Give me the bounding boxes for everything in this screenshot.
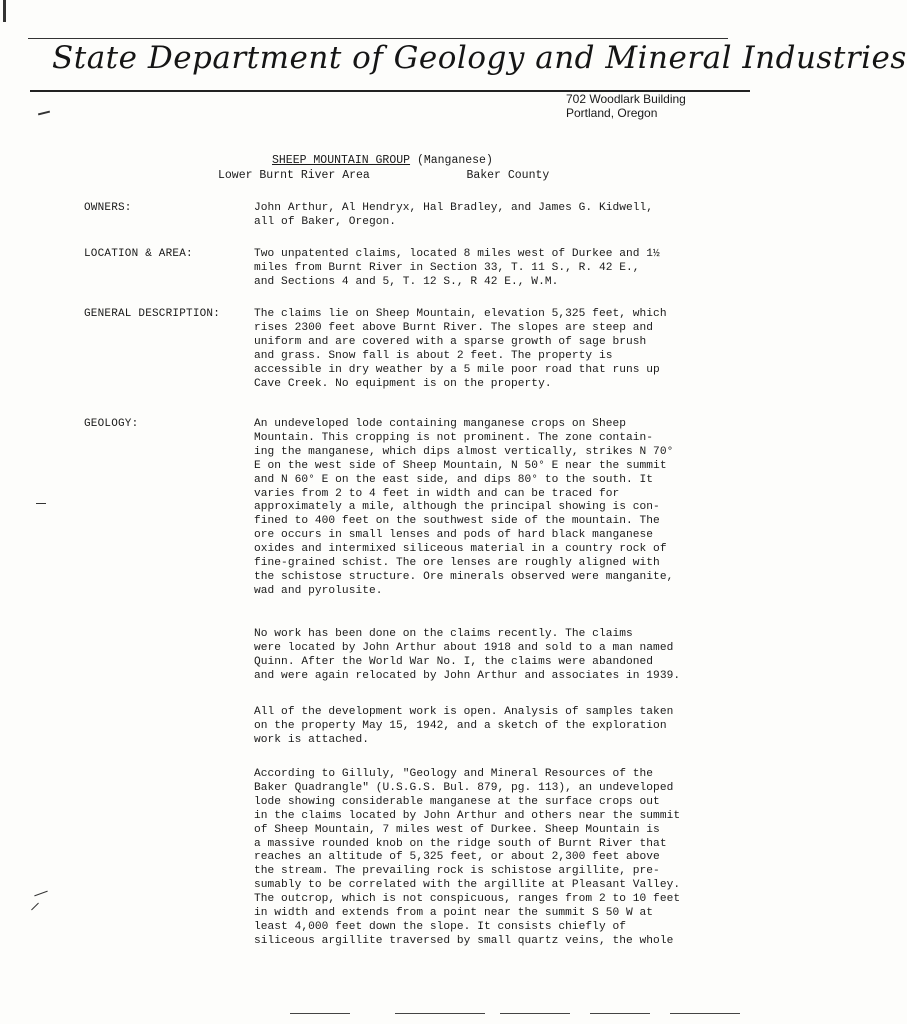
text-line: rises 2300 feet above Burnt River. The slopes are steep and: [254, 321, 654, 334]
text-line: approximately a mile, although the principal showing is con-: [254, 501, 660, 514]
text-line: in width and extends from a point near the summit S 50 W at: [254, 907, 654, 920]
text-line: siliceous argillite traversed by small quartz veins, the whole: [254, 934, 674, 947]
text-line: work is attached.: [254, 733, 369, 746]
text-line: sumably to be correlated with the argillite at Pleasant Valley.: [254, 879, 681, 892]
text-line: miles from Burnt River in Section 33, T. 11 S., R. 42 E.,: [254, 261, 640, 274]
text-line: fine-grained schist. The ore lenses are roughly aligned with: [254, 557, 660, 570]
margin-mark: [3, 0, 6, 22]
text-line: According to Gilluly, "Geology and Mineral Resources of the: [254, 768, 654, 780]
section-label-geology: GEOLOGY:: [84, 418, 139, 430]
report-heading: [272, 153, 493, 168]
text-line: a massive rounded knob on the ridge south of Burnt River that: [254, 837, 667, 850]
text-line: Two unpatented claims, located 8 miles west of Durkee and 1½: [254, 248, 660, 260]
mineral-type: (Manganese): [416, 154, 493, 167]
text-line: Quinn. After the World War No. I, the claims were abandoned: [254, 655, 654, 668]
text-line: accessible in dry weather by a 5 mile poor road that runs up: [254, 363, 660, 376]
text-line: Baker Quadrangle" (U.S.G.S. Bul. 879, pg. 113), an undeveloped: [254, 781, 674, 794]
margin-mark: [31, 903, 39, 911]
text-line: reaches an altitude of 5,325 feet, or about 2,300 feet above: [254, 851, 660, 864]
section-label-general-description: GENERAL DESCRIPTION:: [84, 308, 221, 320]
text-line: of Sheep Mountain, 7 miles west of Durkee. Sheep Mountain is: [254, 823, 660, 836]
text-line: and grass. Snow fall is about 2 feet. The property is: [254, 349, 613, 362]
letterhead-title: State Department of Geology and Mineral Industries: [52, 40, 907, 76]
margin-mark: [36, 503, 46, 504]
gilluly-paragraph: [254, 768, 734, 949]
area-name: Lower Burnt River Area: [218, 169, 370, 182]
address-line-1: 702 Woodlark Building: [566, 92, 686, 106]
footer-rule: [395, 1013, 485, 1014]
text-line: No work has been done on the claims recently. The claims: [254, 628, 633, 640]
text-line: the schistose structure. Ore minerals observed were manganite,: [254, 570, 674, 583]
owners-paragraph: [254, 202, 734, 230]
section-label-location: LOCATION & AREA:: [84, 248, 193, 260]
address-line-2: Portland, Oregon: [566, 106, 658, 120]
county-name: Baker County: [466, 169, 550, 182]
letterhead: [30, 30, 907, 92]
text-line: All of the development work is open. Analysis of samples taken: [254, 706, 674, 718]
text-line: uniform and are covered with a sparse growth of sage brush: [254, 335, 647, 348]
history-paragraph: [254, 628, 734, 684]
general-description-paragraph: [254, 308, 734, 391]
text-line: and N 60° E on the east side, and dips 80° to the south. It: [254, 473, 654, 486]
text-line: An undeveloped lode containing manganese crops on Sheep: [254, 418, 626, 430]
text-line: the stream. The prevailing rock is schistose argillite, pre-: [254, 865, 660, 878]
text-line: Mountain. This cropping is not prominent. The zone contain-: [254, 431, 654, 444]
text-line: and Sections 4 and 5, T. 12 S., R 42 E., W.M.: [254, 275, 559, 288]
section-label-owners: OWNERS:: [84, 202, 132, 214]
text-line: ore occurs in small lenses and pods of hard black manganese: [254, 529, 654, 542]
text-line: lode showing considerable manganese at the surface crops out: [254, 795, 660, 808]
text-line: and were again relocated by John Arthur and associates in 1939.: [254, 669, 681, 682]
letterhead-top-rule: [28, 38, 728, 39]
group-name: SHEEP MOUNTAIN GROUP: [272, 154, 411, 167]
margin-mark: [34, 891, 47, 897]
text-line: E on the west side of Sheep Mountain, N 50° E near the summit: [254, 459, 667, 472]
text-line: The outcrop, which is not conspicuous, ranges from 2 to 10 feet: [254, 893, 681, 906]
text-line: oxides and intermixed siliceous material in a country rock of: [254, 543, 667, 556]
text-line: wad and pyrolusite.: [254, 584, 383, 597]
text-line: ing the manganese, which dips almost vertically, strikes N 70°: [254, 445, 674, 458]
footer-rule: [670, 1013, 740, 1014]
geology-paragraph: [254, 418, 734, 599]
report-subheading: [218, 168, 549, 183]
text-line: on the property May 15, 1942, and a sketch of the exploration: [254, 719, 667, 732]
location-paragraph: [254, 248, 734, 290]
text-line: were located by John Arthur about 1918 and sold to a man named: [254, 641, 674, 654]
footer-rule: [500, 1013, 570, 1014]
margin-mark: [38, 111, 50, 116]
text-line: Cave Creek. No equipment is on the property.: [254, 377, 552, 390]
text-line: least 4,000 feet down the slope. It consists chiefly of: [254, 920, 626, 933]
footer-rule: [290, 1013, 350, 1014]
text-line: fined to 400 feet on the southwest side of the mountain. The: [254, 515, 660, 528]
text-line: John Arthur, Al Hendryx, Hal Bradley, and James G. Kidwell,: [254, 202, 654, 214]
footer-rule: [590, 1013, 650, 1014]
text-line: in the claims located by John Arthur and others near the summit: [254, 809, 681, 822]
text-line: all of Baker, Oregon.: [254, 215, 397, 228]
development-paragraph: [254, 706, 734, 748]
letterhead-address: [566, 92, 736, 120]
text-line: varies from 2 to 4 feet in width and can be traced for: [254, 487, 620, 500]
text-line: The claims lie on Sheep Mountain, elevation 5,325 feet, which: [254, 308, 667, 320]
